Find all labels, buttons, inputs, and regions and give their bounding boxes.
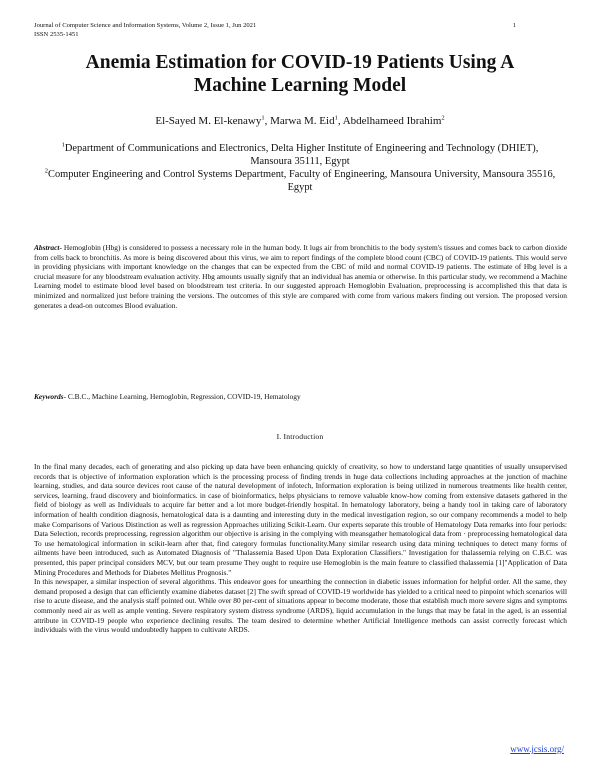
issn-line: ISSN 2535-1451 bbox=[34, 31, 79, 38]
author-separator: , bbox=[264, 115, 271, 127]
author-2-affil-mark: 1 bbox=[334, 114, 338, 122]
author-list bbox=[30, 115, 570, 127]
author-2: Marwa M. Eid bbox=[270, 115, 335, 127]
paper-title bbox=[30, 51, 570, 97]
author-1: El-Sayed M. El-kenawy bbox=[155, 115, 262, 127]
keywords-text: - C.B.C., Machine Learning, Hemoglobin, Regression, COVID-19, Hematology bbox=[63, 392, 301, 401]
affiliation-2-mark: 2 bbox=[44, 167, 49, 175]
introduction-body bbox=[34, 462, 567, 635]
intro-paragraph-1: In the final many decades, each of generating and also picking up data have been enhancing quickly of creativity, so how to understand large quantities of usually unsupervised records that is objective of information exploration which is the processing process of finding trends in huge data collections including approaches at the junction of machine learning, studies, and data source devices root cause of the natural development of infotech, Information exploration is being utilized in numerous treatments like health center, services, learning, fraud discovery and bioinformatics. in case of bioinformatics, helps physicians to remove valuable know-how coming from extensive datasets gathered in the field of biology as well as Individuals to acquire far better and a lot more budget-friendly hospital. In hematology laboratory, being a handy tool in taking care of laboratory information of health condition diagnosis, hematological data is a daunting and interesting duty in the medical investigation region, so our company recommends a model to help make Comparisons of Various Distinction as well as regression Approaches utilizing Scikit-Learn. Our experts separate this trouble of Hematology Data remarks into four periods: Data Selection, records preprocessing, regression algorithm our objective is arising in the complying with meansgather hematological data from · preprocessing hematological data To use hematological information in scikit-learn after that, find category formulas functionality.Many similar research using data mining techniques to detect many forms of ailments have been introduced, such as Automated Diagnosis of "Thalassemia Based Upon Data Exploration Classifiers." Investigation for thalassemia relying on C.B.C. was presented, this paper principal considers MCV, but our team presume They ought to require use Hemoglobin is the main feature to classified thalassemia [1]"Application of Data Mining Procedures and Methods for Diabetes Mellitus Prognosis." bbox=[34, 462, 567, 577]
abstract-text: Hemoglobin (Hbg) is considered to possess a necessary role in the human body. It lugs air from bronchitis to the body system's tissues and comes back to carbon dioxide from cells back to bronchitis. As more is being discovered about this virus, we aim to report findings of the complete blood count (CBC) of COVID-19 patients. This would serve in providing physicians with important knowledge on the changes that can be expected from the CBC of mild and normal COVID-19 patients. The estimate of Hbg level is a crucial measure for any bloodstream evaluation activity. Hbg amounts usually signify that an individual has anemia or otherwise. In this particular study, we recommend a Machine Learning model to estimate blood level based on bloodstream test criteria. In our suggested approach Hemoglobin Evaluation, preprocessing is accomplished this that data is minimized and normalized just before training the versions. The outcomes of this style are compared with come from various makers finding out version. The proposed version generates a dead-on outcomes Blood evaluation. bbox=[34, 243, 567, 310]
section-heading-introduction: I. Introduction bbox=[276, 432, 324, 441]
running-header bbox=[34, 21, 574, 39]
affiliation-1 bbox=[44, 142, 556, 168]
abstract bbox=[34, 243, 567, 310]
abstract-label: Abstract- bbox=[34, 243, 62, 252]
intro-paragraph-2: In this newspaper, a similar inspection of several algorithms. This endeavor goes for unearthing the connection in diabetic issues information for helpful order. All the same, they demand proposed a design that can efficiently examine diabetes dataset [2] The swift spread of COVID-19 worldwide has yielded to a critical need to pinpoint which scenarios will rise to acute disease, and the analysis staff pointed out. While over 80 per-cent of situations appear to become moderate, those that establish much more severe signs and symptoms commonly need air as well as ample venting. Severe respiratory system distress syndrome (ARDS), liquid accumulation in the lungs that may be fatal in the aged, is an essential attribute in COVID-19 people who experience declining results. The team desired to determine whether Artificial Intelligence methods can assist correctly forecast which individuals with the virus would undoubtedly happen to cultivate ARDS. bbox=[34, 577, 567, 635]
author-separator: , bbox=[337, 115, 343, 127]
author-3: Abdelhameed Ibrahim bbox=[342, 115, 442, 127]
title-line-1: Anemia Estimation for COVID-19 Patients Using A bbox=[85, 52, 515, 73]
affiliation-1-text: Department of Communications and Electronics, Delta Higher Institute of Engineering and Technology (DHIET), Mansoura 35111, Egypt bbox=[64, 143, 539, 167]
author-3-affil-mark: 2 bbox=[441, 114, 445, 122]
keywords-label: Keywords bbox=[34, 392, 64, 401]
author-1-affil-mark: 1 bbox=[261, 114, 265, 122]
title-line-2: Machine Learning Model bbox=[193, 75, 407, 96]
journal-line: Journal of Computer Science and Information Systems, Volume 2, Issue 1, Jun 2021 bbox=[34, 22, 257, 29]
affiliation-2-text: Computer Engineering and Control Systems Department, Faculty of Engineering, Mansoura University, Mansoura 35516, Egypt bbox=[48, 169, 556, 193]
affiliations bbox=[44, 142, 556, 194]
page-number: 1 bbox=[512, 22, 516, 29]
journal-url-link[interactable]: www.jcsis.org/ bbox=[510, 744, 564, 754]
keywords bbox=[34, 392, 567, 402]
affiliation-2 bbox=[44, 168, 556, 194]
affiliation-1-mark: 1 bbox=[61, 141, 65, 149]
